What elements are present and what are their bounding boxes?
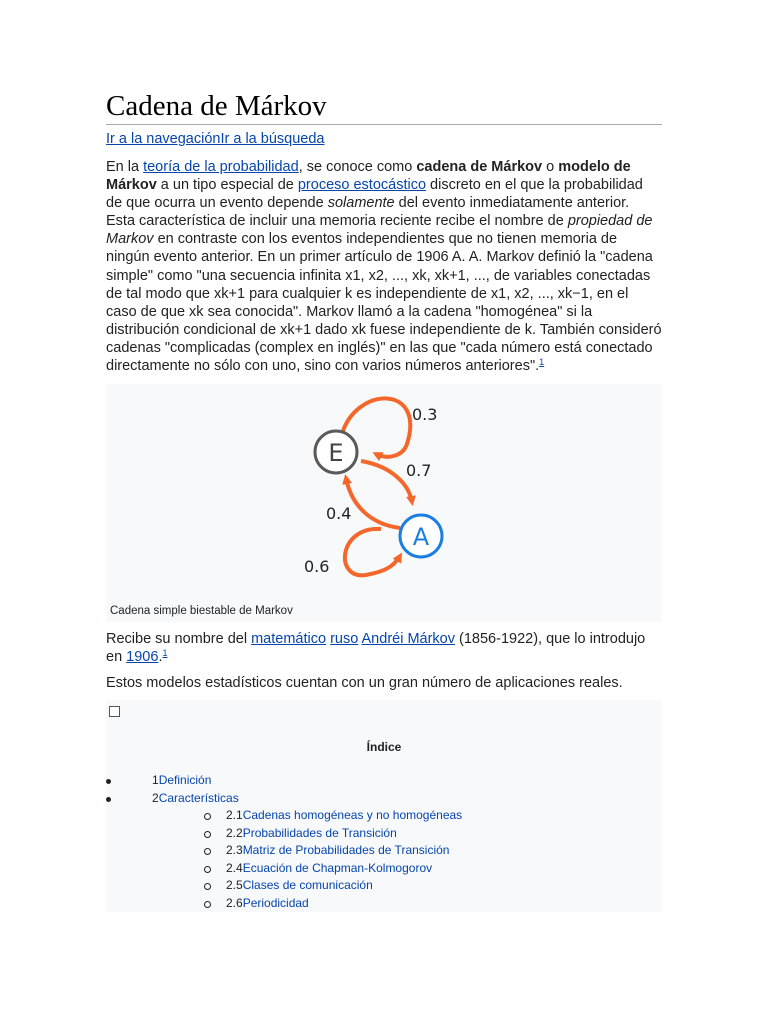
intro-text: discreto en el que la probabilidad de que ocurra un evento depende	[106, 177, 643, 212]
toc-number: 2.1	[226, 808, 243, 823]
toc-toggle-checkbox[interactable]	[109, 706, 120, 717]
para-text: Recibe su nombre del	[106, 631, 252, 648]
toc-title: Índice	[366, 740, 402, 755]
toc-number: 2	[152, 790, 159, 805]
arrow-a-to-a	[345, 529, 400, 575]
toc-link-definicion[interactable]: Definición	[158, 773, 212, 788]
page-title: Cadena de Márkov	[106, 90, 662, 125]
intro-text: En la	[106, 159, 144, 175]
toc-item[interactable]	[106, 772, 239, 790]
circle-bullet-icon	[204, 848, 211, 855]
toc-link-matriz-probabilidades[interactable]: Matriz de Probabilidades de Transición	[242, 843, 450, 858]
italic-term: solamente	[327, 195, 395, 212]
toc-subitem[interactable]	[106, 825, 462, 843]
table-of-contents	[106, 700, 662, 912]
toc-link-clases-comunicacion[interactable]: Clases de comunicación	[242, 878, 373, 893]
intro-text: del evento inmediatamente anterior. Esta característica de incluir una memoria reciente recibe el nombre de	[106, 195, 630, 230]
link-matematico[interactable]: matemático	[251, 631, 327, 648]
circle-bullet-icon	[204, 901, 211, 908]
reference-link[interactable]: 1	[539, 357, 545, 368]
link-teoria-probabilidad[interactable]: teoría de la probabilidad	[143, 159, 299, 175]
toc-number: 2.6	[226, 895, 243, 910]
toc-level1-list	[106, 772, 239, 807]
toc-link-chapman-kolmogorov[interactable]: Ecuación de Chapman-Kolmogorov	[242, 860, 433, 875]
intro-text: a un tipo especial de	[156, 177, 298, 194]
link-1906[interactable]: 1906	[126, 649, 159, 666]
circle-bullet-icon	[204, 866, 211, 873]
toc-number: 2.5	[226, 878, 243, 893]
arrow-e-to-a	[361, 461, 412, 502]
toc-link-cadenas-homogeneas[interactable]: Cadenas homogéneas y no homogéneas	[242, 808, 463, 823]
prob-e-a: 0.7	[406, 461, 432, 481]
toc-link-probabilidades-transicion[interactable]: Probabilidades de Transición	[242, 825, 397, 840]
toc-link-periodicidad[interactable]: Periodicidad	[242, 895, 309, 910]
toc-number: 2.4	[226, 860, 243, 875]
link-ruso[interactable]: ruso	[330, 631, 359, 648]
article	[106, 90, 662, 912]
intro-paragraph	[106, 158, 662, 375]
toc-number: 2.3	[226, 843, 243, 858]
circle-bullet-icon	[204, 813, 211, 820]
circle-bullet-icon	[204, 883, 211, 890]
jump-to-navigation-link[interactable]: Ir a la navegación	[106, 131, 221, 147]
toc-subitem[interactable]	[106, 877, 462, 895]
prob-a-e: 0.4	[326, 504, 352, 524]
toc-link-caracteristicas[interactable]: Características	[158, 790, 239, 805]
arrow-a-to-e	[346, 478, 400, 528]
applications-paragraph: Estos modelos estadísticos cuentan con un gran número de aplicaciones reales.	[106, 675, 623, 692]
intro-text: en contraste con los eventos independientes que no tienen memoria de ningún evento anterior. En un primer artículo de 1906 A. A. Markov definió la "cadena simple" como "una secuencia infinita x1, x2, ..., xk, xk+1, ..., de variables conectadas de tal modo que xk+1 para cualquier k es independiente de x1, x2, ..., xk−1, en el caso de que xk sea conocida". Markov llamó a la cadena "homogénea" si la distribución condicional de xk+1 dado xk fuese independiente de k. También consideró cadenas "complicadas (complex en inglés)" en las que "cada número está conectado directamente no sólo con uno, sino con varios números anteriores".	[106, 231, 662, 375]
toc-subitem[interactable]	[106, 807, 462, 825]
jump-to-search-link[interactable]: Ir a la búsqueda	[220, 131, 325, 147]
intro-text: , se conoce como	[298, 159, 417, 175]
bold-term: modelo de Márkov	[106, 159, 631, 194]
link-proceso-estocastico[interactable]: proceso estocástico	[297, 177, 427, 194]
circle-bullet-icon	[204, 831, 211, 838]
para-text: .	[158, 649, 163, 666]
prob-e-e: 0.3	[412, 405, 438, 425]
markov-diagram	[106, 384, 662, 622]
figure-caption: Cadena simple biestable de Markov	[110, 605, 293, 618]
toc-subitem[interactable]	[106, 860, 462, 878]
intro-text: o	[542, 159, 559, 175]
para-text: (1856-1922), que lo introdujo en	[106, 631, 646, 666]
node-a-label: A	[412, 523, 430, 552]
jump-links	[106, 130, 662, 148]
link-andrei-markov[interactable]: Andréi Márkov	[361, 631, 455, 648]
toc-number: 2.2	[226, 825, 243, 840]
toc-subitem[interactable]	[106, 842, 462, 860]
node-e-label: E	[328, 439, 344, 468]
bold-term: cadena de Márkov	[416, 159, 543, 175]
toc-number: 1	[152, 773, 159, 788]
italic-term: propiedad de Markov	[106, 213, 653, 248]
toc-item[interactable]	[106, 790, 239, 808]
reference-link[interactable]: 1	[162, 648, 168, 659]
named-paragraph	[106, 630, 662, 666]
toc-subitem[interactable]	[106, 895, 462, 913]
markov-figure	[106, 384, 662, 622]
prob-a-a: 0.6	[304, 557, 330, 577]
toc-level2-list	[106, 807, 462, 912]
